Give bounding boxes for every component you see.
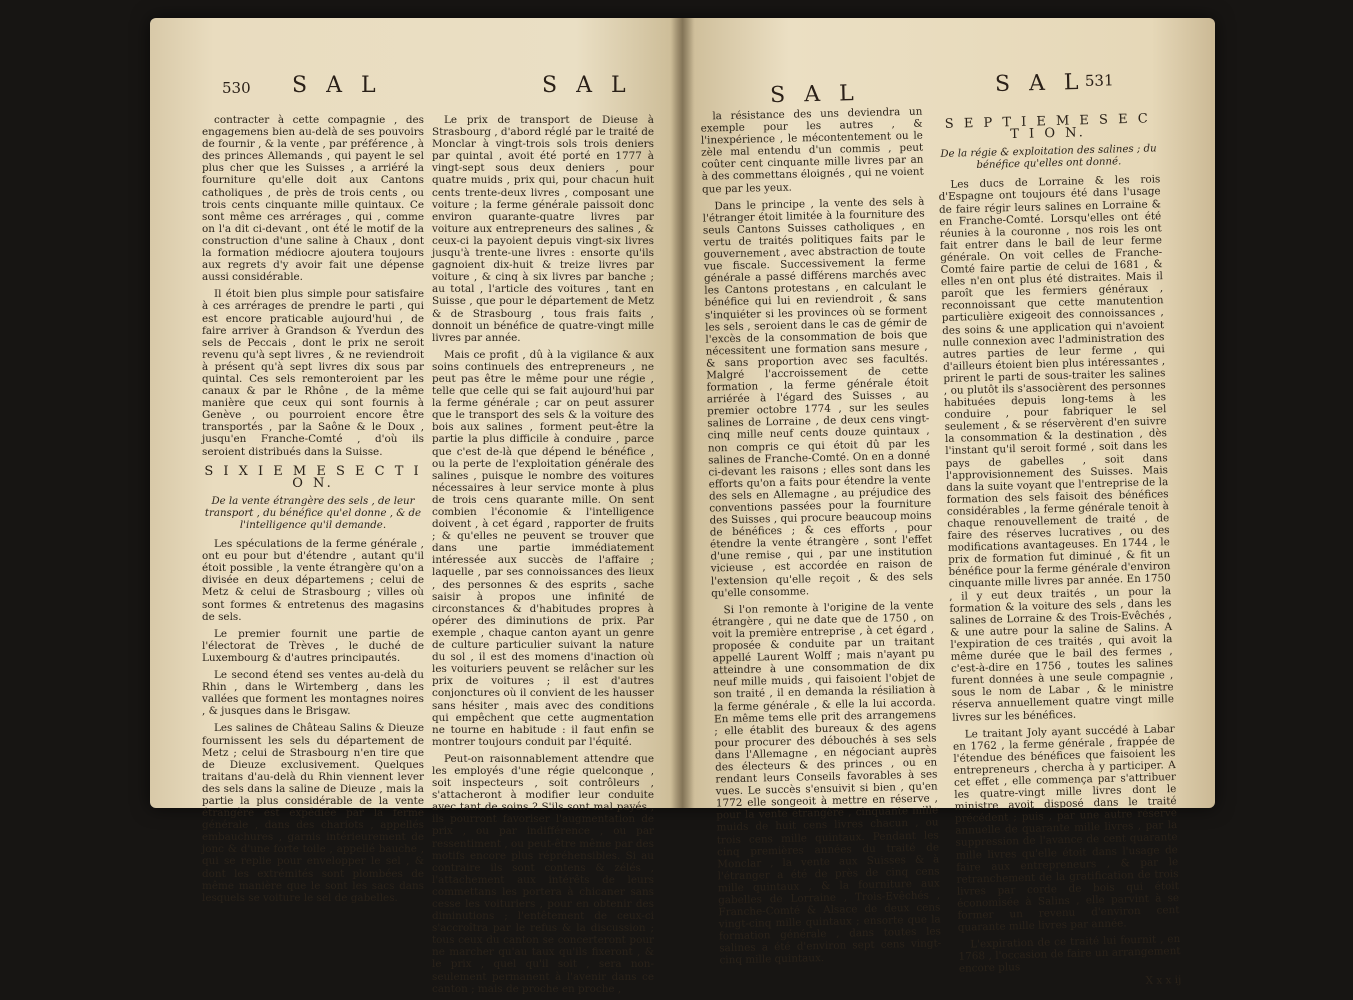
left-column-2 xyxy=(432,114,654,1000)
right-column-1 xyxy=(700,106,941,972)
paragraph: Mais ce profit , dû à la vigilance & aux soins continuels des entrepreneurs , ne peut pas être le même pour une régie , telle que celle qui se fait aujourd'hui par la ferme générale ; car on peut assurer que le transport des sels & la voiture des bois aux salines , forment peut-être la partie la plus difficile à conduire , parce que c'est de-là que dépend le bénéfice , ou la perte de l'exploitation générale des salines , puisque le nombre des voitures nécessaires à leur service monte à plus de trois cens quarante mille. On sent combien l'économie & l'intelligence doivent , à cet égard , rapporter de fruits ; & qu'elles ne peuvent se trouver que dans une partie immédiatement intéressée aux succès de l'affaire ; laquelle , par ses connoissances des lieux , des personnes & des esprits , sache saisir à propos une infinité de circonstances & d'habitudes propres à opérer des diminutions de prix. Par exemple , chaque canton ayant un genre de culture particulier suivant la nature du sol , il est des momens d'inaction où les voituriers peuvent se relâcher sur les prix de voitures ; il est d'autres conjonctures où il convient de les hausser sans hésiter , mais avec des conditions qui empêchent que cette augmentation ne tourne en habitude : il faut enfin se montrer toujours conduit par l'équité. xyxy=(432,348,654,748)
left-page-number: 530 xyxy=(222,79,251,97)
left-head-sal-1: S A L xyxy=(292,73,382,98)
paragraph: Il étoit bien plus simple pour satisfaire à ces arrérages de prendre le parti , qui est encore praticable aujourd'hui , de faire arriver à Grandson & Yverdun des sels de Peccais , dont le prix ne seroit revenu qu'à sept livres , & ne reviendroit à présent qu'à sept livres dix sous par quintal. Ces sels remonteroient par les canaux & par le Rhône , de la même manière que ceux qui sont fournis à Genève , ou pourroient encore être transportés , par la Saône & le Doux , jusqu'en Franche-Comté , d'où ils seroient distribués dans la Suisse. xyxy=(202,288,424,458)
section-title: S I X I E M E S E C T I O N. xyxy=(204,463,422,491)
left-column-1 xyxy=(202,114,424,909)
paragraph: Peut-on raisonnablement attendre que les employés d'une régie quelconque , soit inspecteurs , soit contrôleurs , s'attacheront à modifier leur conduite avec tant de soins ? S'ils sont mal payés , ils pourront favoriser l'augmentation de prix , ou par indifférence , ou par ressentiment , ou peut-être même par des motifs encore plus répréhensibles. Si au contraire ils sont contens & zélés , l'attachement aux intérêts de leurs commettans les portera à chicaner sans cesse les voituriers , pour en obtenir des diminutions ; l'entêtement de ceux-ci s'accroîtra par le refus & la discussion ; tous ceux du canton se concerteront pour ne marcher qu'au taux qu'ils fixeront , & le prix , quel qu'il soit , sera non-seulement permanent à l'avenir dans ce canton ; mais de proche en proche , xyxy=(432,752,654,995)
right-column-2 xyxy=(936,105,1181,997)
paragraph: Les spéculations de la ferme générale , ont eu pour but d'étendre , autant qu'il étoit possible , la vente étrangère qu'on a divisée en deux départemens ; celui de Metz & celui de Strasbourg ; villes où sont formes & entretenus des magasins de sels. xyxy=(202,538,424,623)
right-page xyxy=(685,18,1215,988)
paragraph: Le prix de transport de Dieuse à Strasbourg , d'abord réglé par le traité de Monclar à vingt-trois sols trois deniers par quintal , avoit été porté en 1777 à vingt-sept sous deux deniers , pour quatre muids , prix qui, pour chacun huit cents trente-deux livres , composant une voiture ; la ferme générale paissoit donc environ quarante-quatre livres par voiture aux entrepreneurs des salines , & ceux-ci la payoient depuis vingt-six livres jusqu'à trente-une livres : ensorte qu'ils gagnoient dix-huit & treize livres par voiture , & cinq à six livres par banche ; au total , l'article des voitures , tant en Suisse , que pour le département de Metz & de Strasbourg , tous frais faits , donnoit un bénéfice de quatre-vingt mille livres par année. xyxy=(432,114,654,344)
right-head-sal-1: S A L xyxy=(769,81,860,109)
paragraph: Les salines de Château Salins & Dieuze fournissent les sels du département de Metz ; celui de Strasbourg n'en tire que de Dieuze exclusivement. Quelques traitans d'au-delà du Rhin viennent lever des sels dans la saline de Dieuze , mais la partie la plus considérable de la vente étrangère est expédiée par la ferme générale , dans des chariots , appellés embauchures , garnis intérieurement de jonc & d'une forte toile , appellé bauche , qui se replie pour envelopper le sel , & dont les extrémités sont plombées de même manière que le sont les sacs dans lesquels se voiture le sel de gabelles. xyxy=(202,722,424,904)
section-subtitle: De la régie & exploitation des salines ; du bénéfice qu'elles ont donné. xyxy=(940,143,1157,172)
right-head-sal-2: S A L xyxy=(994,69,1085,97)
paragraph: Les ducs de Lorraine & les rois d'Espagne ont toujours été dans l'usage de faire régir leurs salines en Lorraine & en Franche-Comté. Lorsqu'elles ont été réunies à la couronne , nos rois les ont fait entrer dans le bail de leur ferme générale. On voit celles de Franche-Comté faire partie de celui de 1681 , & elles n'en ont plus été distraites. Mais il paroît que les fermiers généraux , reconnoissant que cette manutention particulière exigeoit des connoissances , des soins & une application qui n'avoient nulle connexion avec l'administration des autres parties de leur ferme , qui d'ailleurs étoient bien plus intéressantes , prirent le parti de sous-traiter les salines , ou plutôt ils s'associèrent des personnes habituées depuis long-tems à les conduire , pour fabriquer le sel seulement , & se réservèrent d'en suivre la consommation & la destination , dès l'instant qu'il seroit formé , soit dans les pays de gabelles , soit dans l'approvisionnement des Suisses. Mais dans la suite voyant que l'entreprise de la formation des sels faisoit des bénéfices considérables , la ferme générale tenoit à chaque renouvellement de traité , de faire des réserves lucratives , ou des modifications avantageuses. En 1744 , le prix de formation fut diminué , & fit un bénéfice pour la ferme générale d'environ cinquante mille livres par année. En 1750 , il y eut deux traités , un pour la formation & la voiture des sels , dans les salines de Lorraine & des Trois-Evêchés , & une autre pour la saline de Salins. A l'expiration de ces traités , qui avoit la même durée que le bail des fermes , c'est-à-dire en 1756 , toutes les salines furent données à une seule compagnie , sous le nom de Labar , & le ministre réserva annuellement quatre vingt mille livres sur les bénéfices. xyxy=(938,173,1175,724)
right-running-header xyxy=(685,67,1216,109)
paragraph: Le traitant Joly ayant succédé à Labar en 1762 , la ferme générale , frappée de l'étendue des bénéfices que faisoient les entrepreneurs , chercha à y participer. A cet effet , elle commença par s'attribuer les quatre-vingt mille livres dont le ministre avoit disposé dans le traité précédent ; puis , par une autre réserve annuelle de quarante mille livres , par la suppression de l'avance de cent quarante mille livres qu'elle étoit dans l'usage de faire aux entrepreneurs , & par le retranchement de la gratification de trois livres par corde de bois qui étoit économisée à Salins , elle parvint à se former un revenu d'environ cent quarante mille livres par année. xyxy=(952,722,1180,934)
section-subtitle: De la vente étrangère des sels , de leur transport , du bénéfice qu'el donne , & de l'intelligence qu'il demande. xyxy=(204,495,422,531)
signature-mark: X x x ij xyxy=(1145,974,1182,988)
paragraph: contracter à cette compagnie , des engagemens bien au-delà de ses pouvoirs de fournir , & la vente , par préférence , à des princes Allemands , qui payent le sel plus cher que les Suisses , a arriéré la fourniture qu'elle doit aux Cantons catholiques , de près de trois cents , ou trois cents cinquante mille quintaux. Ce sont même ces arrérages , qui , comme on l'a dit ci-devant , ont été le motif de la construction d'une saline à Chaux , dont la formation médiocre ajoutera toujours aux regrets d'y avoir fait une dépense aussi considérable. xyxy=(202,114,424,284)
left-page xyxy=(150,18,680,995)
left-head-sal-2: S A L xyxy=(542,73,632,98)
section-title: S E P T I E M E S E C T I O N. xyxy=(944,111,1151,143)
open-book xyxy=(150,18,1215,995)
paragraph: la résistance des uns deviendra un exemple pour les autres , & l'inexpérience , le mécontentement ou le zèle mal entendu d'un commis , peut coûter cent cinquante mille livres par an à des commettans éloignés , qui ne voient que par les yeux. xyxy=(700,105,924,196)
left-running-header xyxy=(150,73,680,103)
paragraph: Le second étend ses ventes au-delà du Rhin , dans le Wirtemberg , dans les vallées que forment les montagnes noires , & jusques dans le Brisgaw. xyxy=(202,669,424,718)
paragraph: Si l'on remonte à l'origine de la vente étrangère , qui ne date que de 1750 , on voit la première entreprise , à cet égard , proposée & conduite par un traitant appellé Laurent Wolff ; mais n'ayant pu atteindre à une consommation de dix neuf mille muids , qui faisoient l'objet de son traité , il en demanda la résiliation à la ferme générale , & elle la lui accorda. En même tems elle prit des arrangemens ; elle établit des bureaux & des agens pour procurer des débouchés à ses sels dans l'Allemagne , en négociant auprès des électeurs & des princes , ou en rendant leurs Conseils favorables à ses vues. Le succès s'ensuivit si bien , qu'en 1772 elle songeoit à mettre en réserve , pour la vente étrangère , cinquante mille muids de huit cens livres chacun , ou trois cens mille quintaux. Pendant les cinq premières années du traité de Monclar , la vente aux Suisses & à l'étranger a été de près de cinq cens mille quintaux , & la fourniture aux gabelles de Lorraine , Trois-Evêchés , Franche-Comté & Alsace de deux cens vingt-cinq mille quintaux ; ensorte que la formation générale , dans toutes les salines a été d'environ sept cens vingt-cinq mille quintaux. xyxy=(711,599,942,967)
paragraph: L'expiration de ce traité lui fournit , en 1768 , l'occasion de faire un arrangement encore plus xyxy=(958,933,1181,976)
right-page-number: 531 xyxy=(1084,71,1114,90)
paragraph: Le premier fournit une partie de l'électorat de Trèves , le duché de Luxembourg & d'autres principautés. xyxy=(202,627,424,664)
paragraph: Dans le principe , la vente des sels à l'étranger étoit limitée à la fourniture des seuls Cantons Suisses catholiques , en vertu de traités politiques faits par le gouvernement , avec abstraction de toute vue fiscale. Successivement la ferme générale a passé différens marchés avec les Cantons protestans , en calculant le bénéfice qui lui en reviendroit , & sans s'inquiéter si les provinces où se forment les sels , seroient dans le cas de gémir de l'excès de la consommation de bois que nécessitent une formation sans mesure , & sans proportion avec ses facultés. Malgré l'accroissement de cette formation , la ferme générale étoit arriérée à l'égard des Suisses , au premier octobre 1774 , sur les seules salines de Lorraine , de deux cens vingt-cinq mille neuf cents douze quintaux , non compris ce qui étoit dû par les salines de Franche-Comté. On en a donné ci-devant les raisons ; elles sont dans les efforts qu'on a faits pour étendre la vente des sels en Allemagne , au préjudice des conventions passées pour la fourniture des Suisses , qui procure beaucoup moins de bénéfices ; & ces efforts , pour étendre la vente étrangère , sont l'effet d'une remise , qui , par une institution vicieuse , est accordée en raison de l'extension qu'elle reçoit , & des sels qu'elle consomme. xyxy=(702,195,934,600)
